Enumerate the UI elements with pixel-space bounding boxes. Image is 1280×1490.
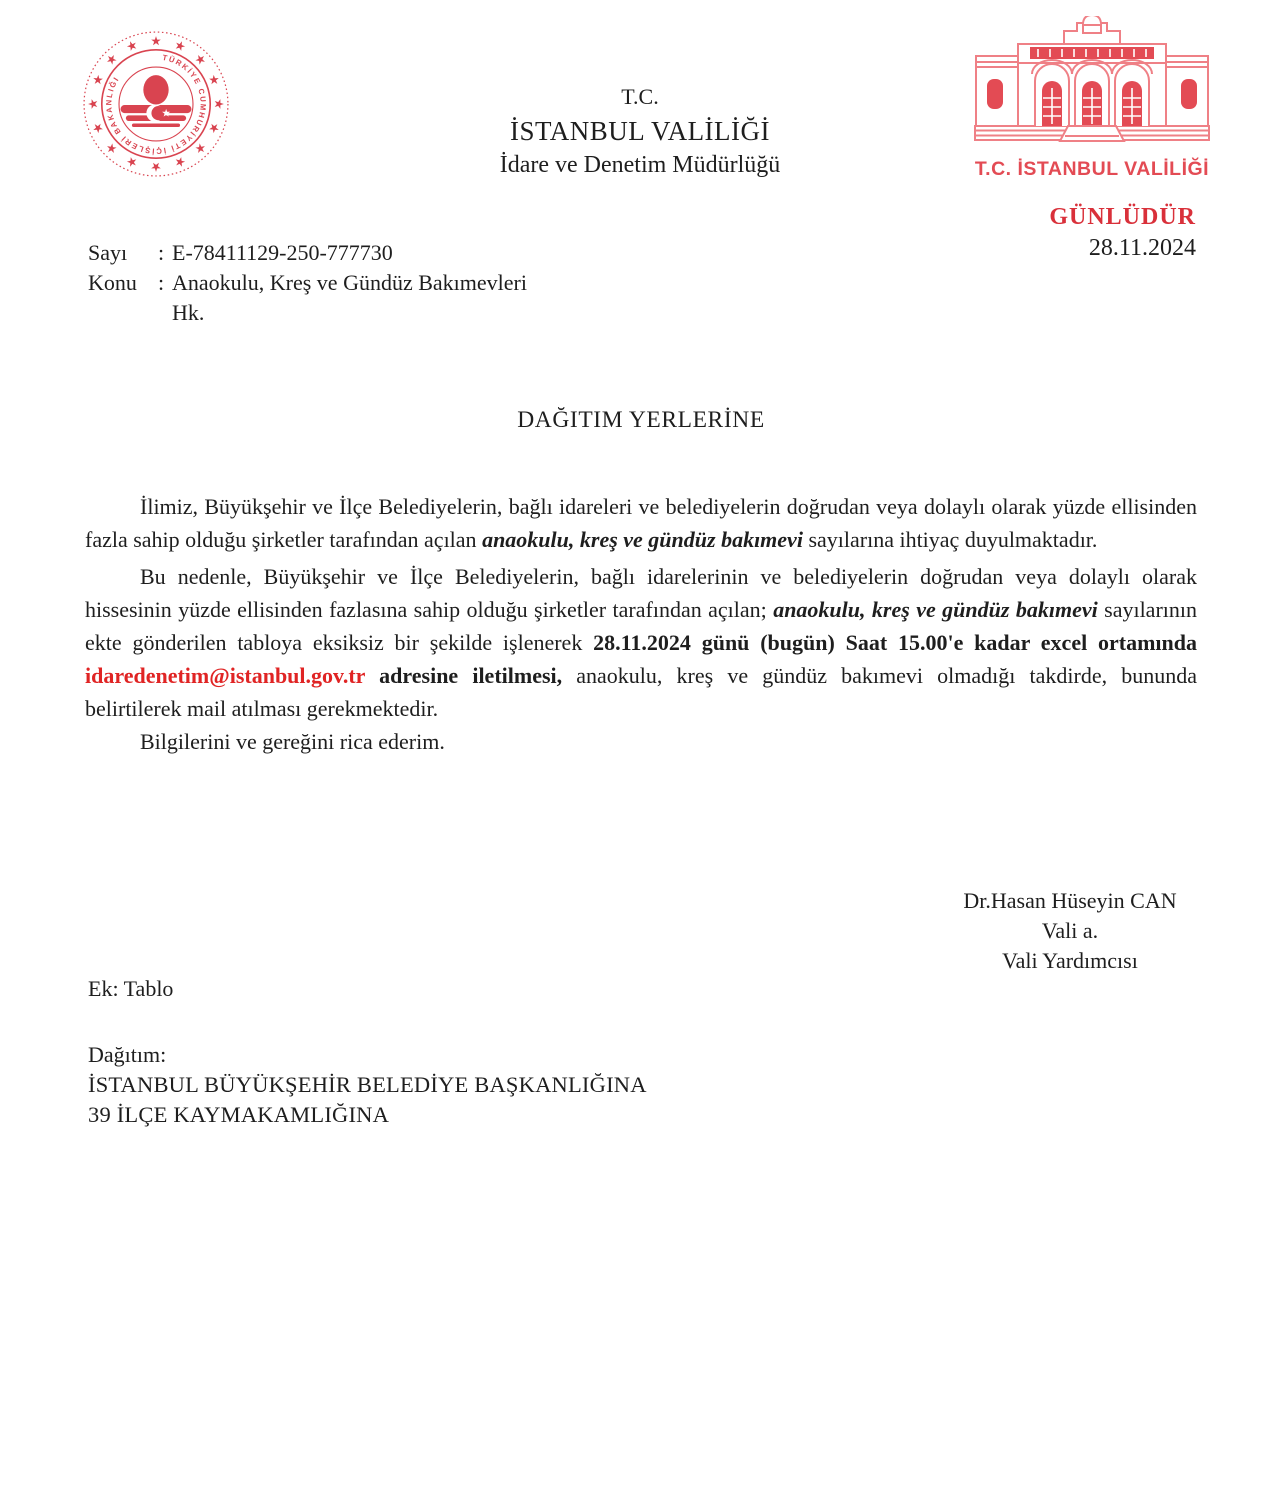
seal-ring-text: TÜRKİYE CUMHURİYETİ İÇİŞLERİ BAKANLIĞI — [104, 52, 208, 156]
istanbul-valiligi-building-icon — [972, 16, 1212, 156]
email-link[interactable]: idaredenetim@istanbul.gov.tr — [85, 663, 366, 688]
letterhead-tc: T.C. — [621, 84, 659, 109]
sayi-value: E-78411129-250-777730 — [172, 240, 393, 265]
distribution-item: 39 İLÇE KAYMAKAMLIĞINA — [88, 1102, 390, 1127]
signer-title-2: Vali Yardımcısı — [1002, 948, 1138, 973]
p1-text: sayılarına ihtiyaç duyulmaktadır. — [802, 527, 1098, 552]
konu-label: Konu — [88, 270, 137, 295]
gunludur-stamp: GÜNLÜDÜR — [1049, 204, 1196, 230]
konu-value-continuation: Hk. — [172, 300, 205, 325]
distribution-block — [88, 1040, 647, 1130]
attachment-line: Ek: Tablo — [88, 976, 174, 1001]
p2-text: sayılarının ekte gönderilen tabloya eksiksiz bir şekilde işlenerek — [85, 597, 1197, 655]
p2-deadline: 28.11.2024 günü (bugün) Saat 15.00'e kadar excel ortamında — [593, 630, 1197, 655]
p1-emphasis: anaokulu, kreş ve gündüz bakımevi — [482, 527, 803, 552]
letterhead-center — [340, 80, 940, 182]
paragraph-1 — [85, 490, 1197, 556]
recipient-line: DAĞITIM YERLERİNE — [517, 407, 765, 433]
konu-value: Anaokulu, Kreş ve Gündüz Bakımevleri — [172, 270, 527, 295]
paragraph-2 — [85, 560, 1197, 725]
distribution-item: İSTANBUL BÜYÜKŞEHİR BELEDİYE BAŞKANLIĞINA — [88, 1072, 647, 1097]
signature-block — [930, 886, 1210, 976]
logo-caption: T.C. İSTANBUL VALİLİĞİ — [974, 158, 1210, 180]
signer-title-1: Vali a. — [1041, 918, 1099, 943]
sayi-row — [88, 238, 527, 268]
reference-block — [88, 238, 527, 328]
letterhead-governorship: İSTANBUL VALİLİĞİ — [509, 116, 771, 146]
letterhead-directorate: İdare ve Denetim Müdürlüğü — [499, 152, 781, 178]
p2-text: Bu nedenle, Büyükşehir ve İlçe Belediyelerin, bağlı idarelerinin ve belediyelerin doğrudan veya dolaylı olarak hissesinin yüzde ellisinden fazlasına sahip olduğu şirketler tarafından açılan; — [85, 564, 1197, 622]
closing-line: Bilgilerini ve gereğini rica ederim. — [140, 729, 445, 754]
p2-text: anaokulu, kreş ve gündüz bakımevi olmadığı takdirde, bununda belirtilerek mail atılması gerekmektedir. — [85, 663, 1197, 721]
tc-icisleri-bakanligi-seal-icon — [80, 26, 232, 182]
signer-name: Dr.Hasan Hüseyin CAN — [963, 888, 1177, 913]
sayi-separator: : — [158, 240, 165, 265]
p1-text: İlimiz, Büyükşehir ve İlçe Belediyelerin, bağlı idareleri ve belediyelerin doğrudan veya dolaylı olarak yüzde ellisinden fazla sahip olduğu şirketler tarafından açılan — [85, 494, 1197, 552]
governorship-logo — [972, 16, 1212, 181]
letter-body — [85, 406, 1197, 758]
p2-bold: adresine iletilmesi, — [365, 663, 563, 688]
konu-row — [88, 268, 527, 298]
konu-separator: : — [158, 270, 165, 295]
letter-date: 28.11.2024 — [1088, 235, 1196, 261]
date-block — [1049, 202, 1196, 264]
distribution-label: Dağıtım: — [88, 1042, 167, 1067]
sayi-label: Sayı — [88, 240, 128, 265]
p2-emphasis: anaokulu, kreş ve gündüz bakımevi — [773, 597, 1098, 622]
seal-center-emblem — [125, 75, 188, 125]
